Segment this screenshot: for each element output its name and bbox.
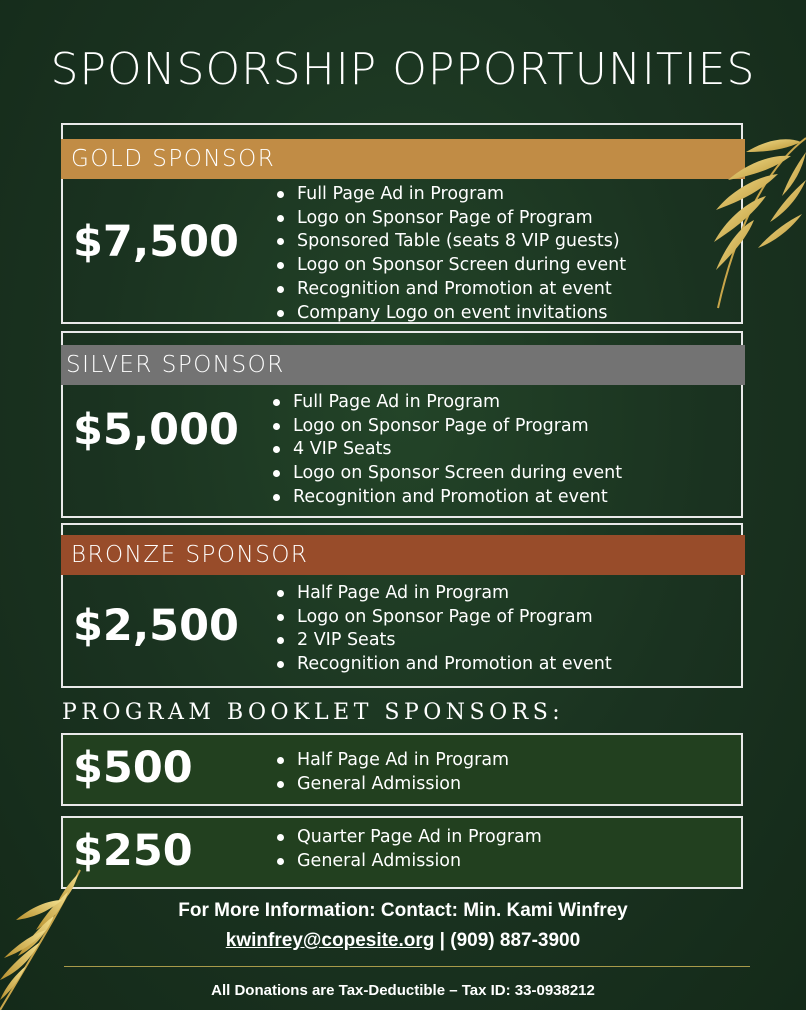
benefit-item: Quarter Page Ad in Program	[275, 826, 542, 850]
palm-leaf-icon	[666, 118, 806, 318]
tier-bronze-benefits	[275, 582, 612, 677]
tier-bronze-header: BRONZE SPONSOR	[61, 535, 745, 575]
benefit-item: Full Page Ad in Program	[271, 391, 622, 415]
contact-line: For More Information: Contact: Min. Kami Winfrey	[178, 900, 628, 921]
tier-gold	[61, 123, 743, 324]
benefit-item: Half Page Ad in Program	[275, 749, 509, 773]
benefit-item: Logo on Sponsor Screen during event	[275, 254, 626, 278]
tier-silver-benefits	[271, 391, 622, 510]
booklet-tier-500	[61, 733, 743, 806]
benefit-item: General Admission	[275, 773, 509, 797]
palm-leaf-icon	[0, 860, 96, 1010]
page-title: SPONSORSHIP OPPORTUNITIES	[50, 44, 756, 95]
tier-bronze-price: $2,500	[73, 601, 239, 651]
benefit-item: 2 VIP Seats	[275, 629, 612, 653]
booklet-price: $250	[73, 826, 193, 876]
benefit-item: Logo on Sponsor Page of Program	[271, 415, 622, 439]
booklet-benefits	[275, 749, 509, 796]
booklet-price: $500	[73, 743, 193, 793]
benefit-item: Half Page Ad in Program	[275, 582, 612, 606]
phone-number: (909) 887-3900	[450, 930, 581, 951]
tier-gold-header: GOLD SPONSOR	[61, 139, 745, 179]
contact-details	[0, 930, 806, 952]
benefit-item: Company Logo on event invitations	[275, 302, 626, 326]
benefit-item: Recognition and Promotion at event	[271, 486, 622, 510]
tax-footer: All Donations are Tax-Deductible – Tax ID: 33-0938212	[211, 982, 595, 999]
tier-gold-benefits	[275, 183, 626, 325]
benefit-item: Recognition and Promotion at event	[275, 653, 612, 677]
benefit-item: Logo on Sponsor Page of Program	[275, 606, 612, 630]
contact-separator: |	[434, 930, 451, 951]
booklet-benefits	[275, 826, 542, 873]
tier-silver-price: $5,000	[73, 405, 239, 455]
tier-silver-header: SILVER SPONSOR	[61, 345, 745, 385]
benefit-item: Logo on Sponsor Screen during event	[271, 462, 622, 486]
footer-divider	[64, 966, 750, 967]
benefit-item: 4 VIP Seats	[271, 438, 622, 462]
benefit-item: Full Page Ad in Program	[275, 183, 626, 207]
benefit-item: General Admission	[275, 850, 542, 874]
booklet-section-label: PROGRAM BOOKLET SPONSORS:	[62, 700, 565, 725]
benefit-item: Logo on Sponsor Page of Program	[275, 207, 626, 231]
benefit-item: Recognition and Promotion at event	[275, 278, 626, 302]
tier-gold-price: $7,500	[73, 217, 239, 267]
tier-silver	[61, 331, 743, 518]
email-link[interactable]: kwinfrey@copesite.org	[225, 930, 435, 951]
benefit-item: Sponsored Table (seats 8 VIP guests)	[275, 230, 626, 254]
tier-bronze	[61, 523, 743, 688]
booklet-tier-250	[61, 816, 743, 889]
